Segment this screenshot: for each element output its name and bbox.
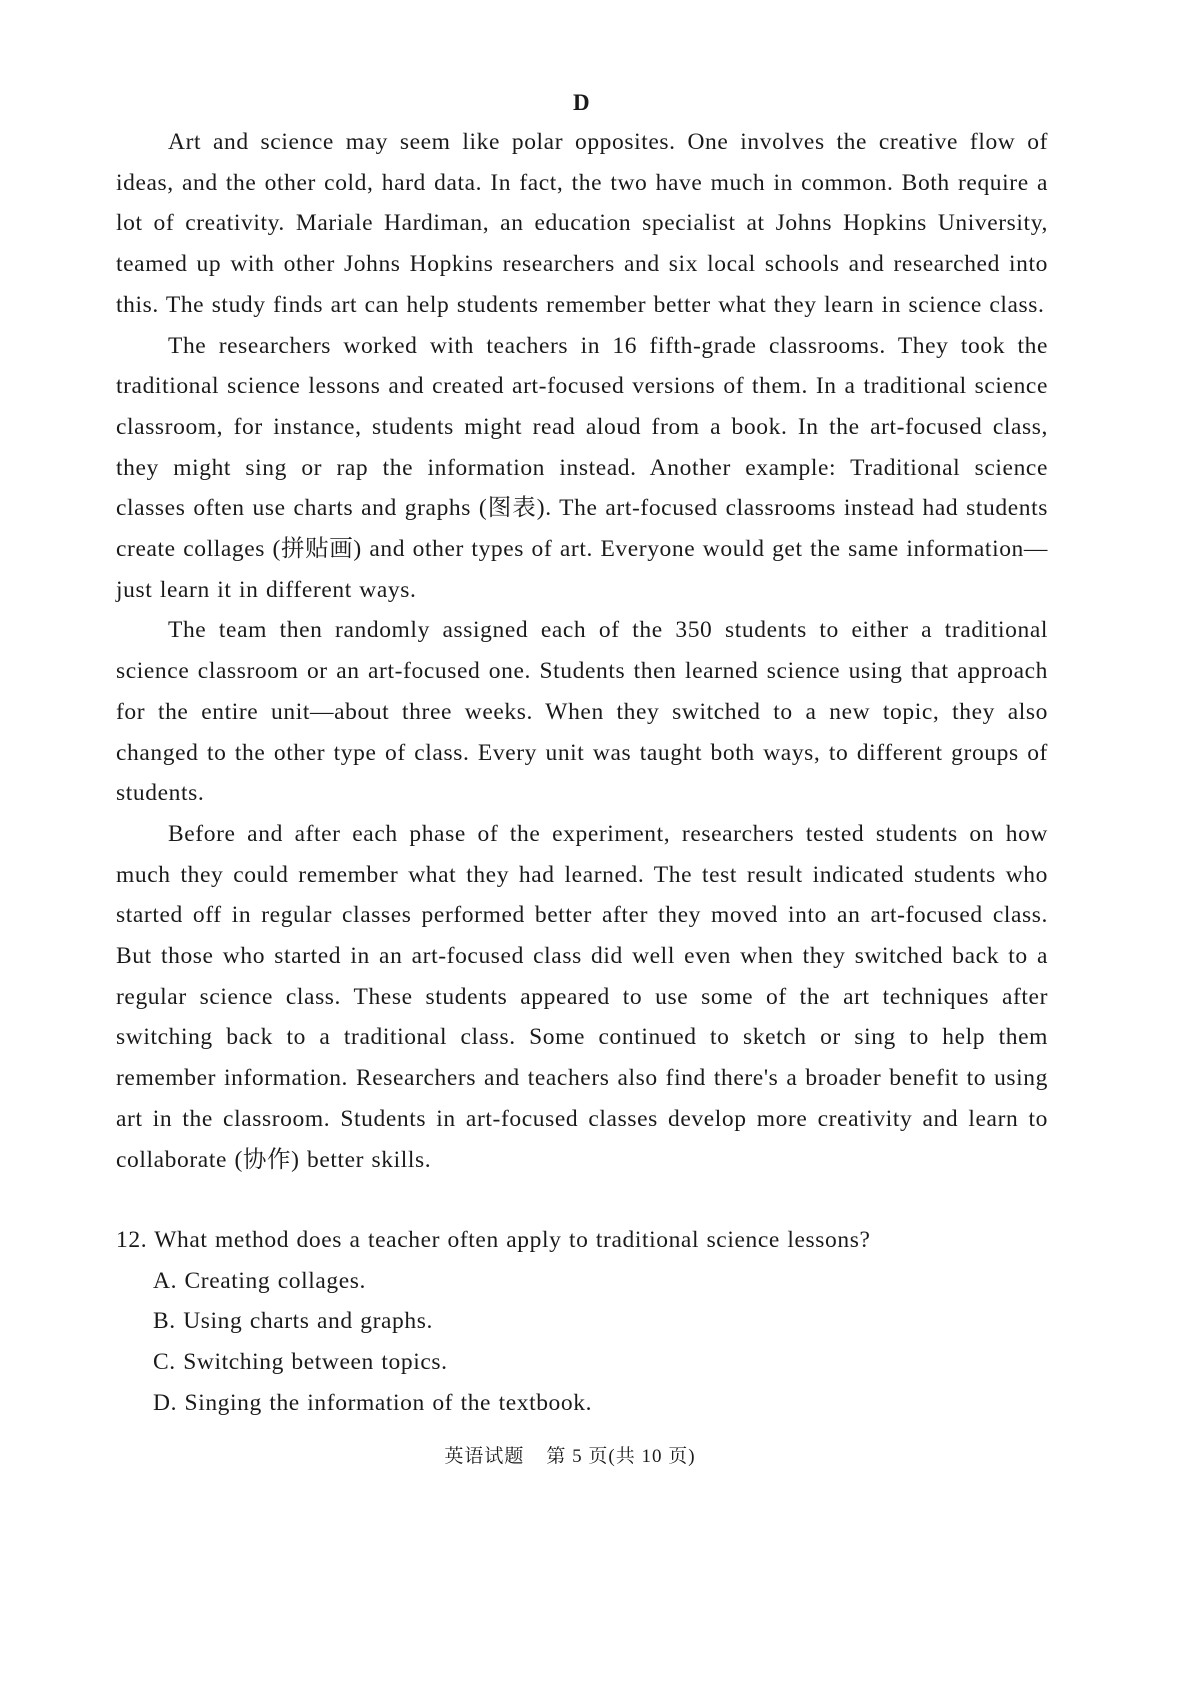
reading-passage (116, 122, 1048, 1180)
section-heading: D (572, 90, 591, 115)
option-c[interactable]: C. Switching between topics. (153, 1349, 448, 1376)
question-12 (116, 1220, 1048, 1424)
answer-options (116, 1261, 1048, 1424)
question-stem: 12. What method does a teacher often apply to traditional science lessons? (116, 1227, 871, 1253)
option-d[interactable]: D. Singing the information of the textbook. (153, 1389, 593, 1416)
passage-paragraph-2: The researchers worked with teachers in 16 fifth-grade classrooms. They took the traditional science lessons and created art-focused versions of them. In a traditional science classroom, for instance, students might read aloud from a book. In the art-focused class, they might sing or rap the information instead. Another example: Traditional science classes often use charts and graphs (图表). The art-focused classrooms instead had students create collages (拼贴画) and other types of art. Everyone would get the same information—just learn it in different ways. (116, 332, 1048, 603)
option-b[interactable]: B. Using charts and graphs. (153, 1308, 433, 1335)
option-a[interactable]: A. Creating collages. (153, 1267, 366, 1294)
passage-paragraph-1: Art and science may seem like polar opposites. One involves the creative flow of ideas, and the other cold, hard data. In fact, the two have much in common. Both require a lot of creativity. Mariale Hardiman, an education specialist at Johns Hopkins University, teamed up with other Johns Hopkins researchers and six local schools and researched into this. The study finds art can help students remember better what they learn in science class. (116, 129, 1048, 318)
footer-page-number: 第 5 页(共 10 页) (546, 1446, 696, 1467)
page-footer (0, 1443, 1140, 1471)
passage-paragraph-4: Before and after each phase of the experiment, researchers tested students on how much they could remember what they had learned. The test result indicated students who started off in regular classes performed better after they moved into an art-focused class. But those who started in an art-focused class did well even when they switched back to a regular science class. These students appeared to use some of the art techniques after switching back to a traditional class. Some continued to sketch or sing to help them remember information. Researchers and teachers also find there's a broader benefit to using art in the classroom. Students in art-focused classes develop more creativity and learn to collaborate (协作) better skills. (116, 820, 1048, 1173)
footer-subject: 英语试题 (444, 1446, 525, 1467)
passage-paragraph-3: The team then randomly assigned each of the 350 students to either a traditional science classroom or an art-focused one. Students then learned science using that approach for the entire unit—about three weeks. When they switched to a new topic, they also changed to the other type of class. Every unit was taught both ways, to different groups of students. (116, 617, 1048, 807)
